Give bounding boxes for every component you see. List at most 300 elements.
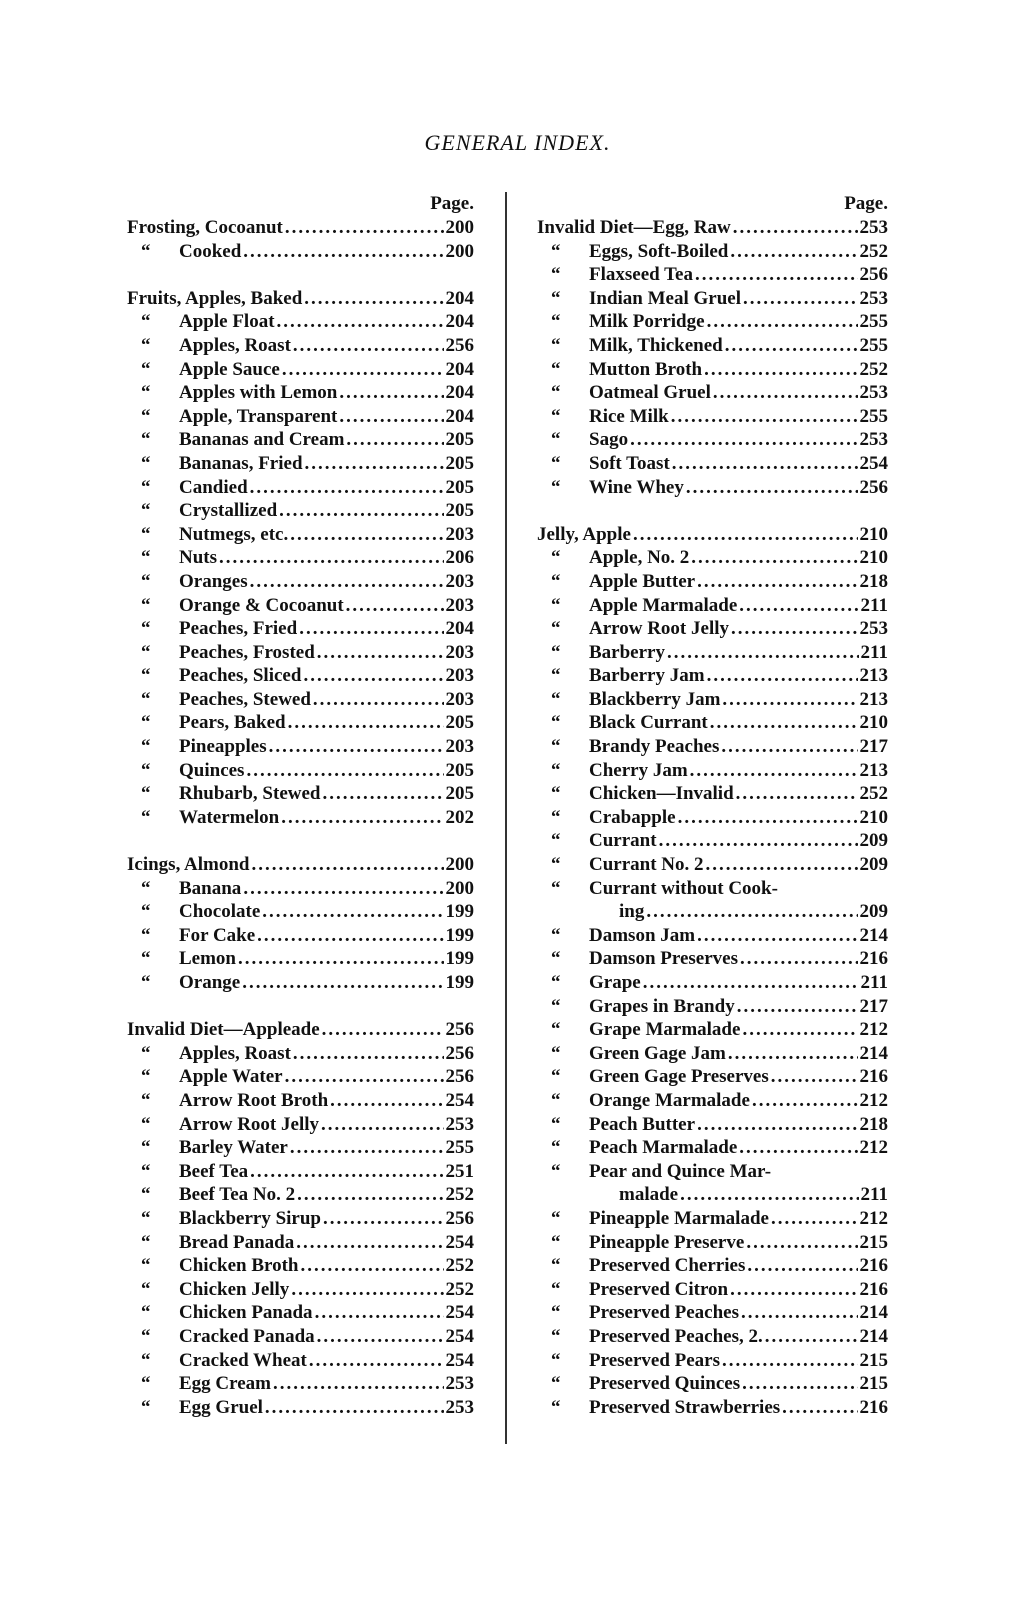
- leader-dots: [305, 452, 444, 476]
- leader-dots: [739, 1136, 857, 1160]
- entry-page-number: 252: [859, 240, 888, 262]
- entry-page-number: 212: [859, 1019, 888, 1041]
- entry-page-number: 256: [445, 1066, 474, 1088]
- ditto-mark: “: [551, 240, 561, 262]
- entry-text: Quinces: [179, 759, 245, 781]
- entry-text: Orange Marmalade: [589, 1089, 750, 1111]
- leader-dots: [737, 995, 858, 1019]
- entry-page-number: 203: [445, 736, 474, 758]
- leader-dots: [322, 782, 443, 806]
- entry-page-number: 205: [445, 476, 474, 498]
- ditto-mark: “: [141, 1042, 151, 1064]
- entry-page-number: 205: [445, 429, 474, 451]
- ditto-mark: “: [551, 1302, 561, 1324]
- ditto-mark: “: [551, 382, 561, 404]
- page-column-header: Page.: [430, 193, 474, 214]
- entry-page-number: 204: [445, 358, 474, 380]
- ditto-mark: “: [551, 1137, 561, 1159]
- index-entry: [537, 1396, 888, 1420]
- index-entry: [127, 853, 474, 877]
- ditto-mark: “: [141, 948, 151, 970]
- entry-text: Cooked: [179, 240, 242, 262]
- ditto-mark: “: [551, 1207, 561, 1229]
- leader-dots: [743, 287, 857, 311]
- ditto-mark: “: [141, 1231, 151, 1253]
- leader-dots: [730, 240, 857, 264]
- entry-page-number: 253: [445, 1373, 474, 1395]
- entry-text: Pineapple Marmalade: [589, 1207, 769, 1229]
- leader-dots: [269, 735, 444, 759]
- index-entry: [537, 711, 888, 735]
- index-entry: [537, 1349, 888, 1373]
- leader-dots: [771, 1207, 858, 1231]
- entry-page-number: 254: [445, 1231, 474, 1253]
- leader-dots: [725, 334, 858, 358]
- ditto-mark: “: [551, 1019, 561, 1041]
- ditto-mark: “: [551, 547, 561, 569]
- entry-page-number: 256: [859, 476, 888, 498]
- entry-page-number: 205: [445, 759, 474, 781]
- index-entry: [127, 1254, 474, 1278]
- index-entry: [127, 334, 474, 358]
- entry-text: Watermelon: [179, 806, 280, 828]
- entry-page-number: 210: [859, 523, 888, 545]
- entry-page-number: 253: [445, 1113, 474, 1135]
- ditto-mark: “: [551, 1278, 561, 1300]
- leader-dots: [300, 1254, 443, 1278]
- leader-dots: [740, 947, 858, 971]
- leader-dots: [317, 641, 444, 665]
- ditto-mark: “: [551, 1255, 561, 1277]
- index-group: [127, 287, 474, 830]
- leader-dots: [303, 664, 443, 688]
- index-entry: [127, 759, 474, 783]
- leader-dots: [281, 806, 443, 830]
- leader-dots: [746, 1231, 857, 1255]
- ditto-mark: “: [141, 500, 151, 522]
- ditto-mark: “: [141, 736, 151, 758]
- index-entry: [127, 452, 474, 476]
- entry-page-number: 202: [445, 806, 474, 828]
- entry-page-number: 199: [445, 924, 474, 946]
- index-entry: [537, 570, 888, 594]
- entry-text: For Cake: [179, 924, 256, 946]
- leader-dots: [285, 216, 444, 240]
- entry-text: Rhubarb, Stewed: [179, 783, 321, 805]
- index-entry: [127, 1301, 474, 1325]
- index-entry: [127, 1136, 474, 1160]
- entry-text: Peach Marmalade: [589, 1137, 738, 1159]
- entry-text: Bananas and Cream: [179, 429, 345, 451]
- ditto-mark: “: [141, 972, 151, 993]
- ditto-mark: “: [551, 1113, 561, 1135]
- entry-text: Arrow Root Jelly: [589, 618, 730, 640]
- entry-page-number: 209: [859, 901, 888, 923]
- index-entry: [537, 452, 888, 476]
- leader-dots: [672, 452, 858, 476]
- leader-dots: [697, 1113, 857, 1137]
- leader-dots: [243, 877, 443, 901]
- ditto-mark: “: [141, 1184, 151, 1206]
- entry-text: Damson Preserves: [589, 948, 738, 970]
- leader-dots: [713, 381, 858, 405]
- index-entry: [537, 782, 888, 806]
- ditto-mark: “: [141, 806, 151, 828]
- leader-dots: [297, 1183, 443, 1207]
- index-entry: [537, 594, 888, 618]
- entry-page-number: 216: [859, 1396, 888, 1418]
- entry-text: Bananas, Fried: [179, 452, 303, 474]
- leader-dots: [706, 853, 858, 877]
- leader-dots: [680, 1183, 858, 1207]
- entry-text: Lemon: [179, 948, 236, 970]
- entry-text: Beef Tea No. 2: [179, 1184, 296, 1206]
- entry-text: Apple Water: [179, 1066, 283, 1088]
- ditto-mark: “: [551, 948, 561, 970]
- entry-text: Apple, Transparent: [179, 405, 338, 427]
- entry-text: Wine Whey: [589, 476, 684, 498]
- leader-dots: [279, 499, 443, 523]
- entry-page-number: 203: [445, 665, 474, 687]
- leader-dots: [782, 1396, 857, 1420]
- entry-page-number: 217: [859, 995, 888, 1017]
- index-entry: [127, 1207, 474, 1231]
- entry-text: Preserved Strawberries: [589, 1396, 781, 1418]
- entry-text: Apples, Roast: [179, 1042, 291, 1064]
- entry-text: Peach Butter: [589, 1113, 696, 1135]
- index-entry: [127, 1325, 474, 1349]
- ditto-mark: “: [141, 570, 151, 592]
- entry-page-number: 200: [445, 217, 474, 238]
- index-entry: [537, 1254, 888, 1278]
- entry-text: Cherry Jam: [589, 759, 688, 781]
- entry-page-number: 256: [445, 334, 474, 356]
- ditto-mark: “: [551, 924, 561, 946]
- entry-page-number: 215: [859, 1231, 888, 1253]
- leader-dots: [736, 782, 858, 806]
- ditto-mark: “: [141, 1089, 151, 1111]
- entry-page-number: 256: [445, 1019, 474, 1041]
- entry-text: Rice Milk: [589, 405, 669, 427]
- ditto-mark: “: [551, 1396, 561, 1418]
- entry-text: Jelly, Apple: [537, 523, 631, 545]
- leader-dots: [346, 428, 443, 452]
- index-group: [537, 216, 888, 499]
- entry-page-number: 252: [445, 1184, 474, 1206]
- entry-page-number: 203: [445, 688, 474, 710]
- index-entry: [537, 853, 888, 877]
- column-divider: [505, 192, 507, 1444]
- index-entry: [127, 782, 474, 806]
- index-entry: [537, 900, 888, 924]
- ditto-mark: “: [551, 736, 561, 758]
- index-entry: [127, 570, 474, 594]
- index-entry: [537, 1160, 888, 1184]
- entry-text: Pineapples: [179, 736, 267, 758]
- leader-dots: [293, 1042, 444, 1066]
- entry-page-number: 211: [860, 1184, 888, 1206]
- leader-dots: [243, 240, 443, 264]
- ditto-mark: “: [141, 405, 151, 427]
- entry-text: Arrow Root Jelly: [179, 1113, 320, 1135]
- entry-text: Grapes in Brandy: [589, 995, 735, 1017]
- page-column-header: Page.: [844, 193, 888, 214]
- index-entry: [127, 711, 474, 735]
- leader-dots: [277, 310, 444, 334]
- leader-dots: [752, 1089, 858, 1113]
- leader-dots: [722, 1349, 857, 1373]
- entry-page-number: 199: [445, 948, 474, 970]
- entry-page-number: 253: [859, 287, 888, 309]
- entry-page-number: 214: [859, 1325, 888, 1347]
- leader-dots: [293, 334, 444, 358]
- ditto-mark: “: [551, 264, 561, 286]
- entry-text: Brandy Peaches: [589, 736, 720, 758]
- leader-dots: [741, 1301, 857, 1325]
- index-entry: [127, 1065, 474, 1089]
- entry-page-number: 254: [445, 1349, 474, 1371]
- entry-text: Preserved Peaches: [589, 1302, 740, 1324]
- entry-page-number: 204: [445, 311, 474, 333]
- leader-dots: [742, 1018, 857, 1042]
- index-entry: [537, 995, 888, 1019]
- leader-dots: [330, 1089, 443, 1113]
- index-entry: [537, 1301, 888, 1325]
- leader-dots: [747, 1254, 857, 1278]
- index-entry: [537, 1042, 888, 1066]
- entry-page-number: 213: [859, 688, 888, 710]
- index-entry: [537, 405, 888, 429]
- leader-dots: [257, 924, 443, 948]
- entry-page-number: 200: [445, 240, 474, 262]
- index-entry: [537, 924, 888, 948]
- entry-text: Green Gage Jam: [589, 1042, 726, 1064]
- entry-text: Pear and Quince Mar-: [589, 1160, 772, 1182]
- index-entry: [537, 1113, 888, 1137]
- leader-dots: [721, 735, 857, 759]
- index-entry: [537, 263, 888, 287]
- entry-text: Apples with Lemon: [179, 382, 338, 404]
- ditto-mark: “: [141, 1349, 151, 1371]
- leader-dots: [242, 971, 443, 995]
- ditto-mark: “: [551, 287, 561, 309]
- entry-page-number: 205: [445, 500, 474, 522]
- index-entry: [537, 1207, 888, 1231]
- leader-dots: [630, 428, 857, 452]
- index-entry: [127, 1372, 474, 1396]
- entry-text: Nuts: [179, 547, 218, 569]
- entry-page-number: 203: [445, 641, 474, 663]
- leader-dots: [290, 523, 443, 547]
- index-entry: [127, 1113, 474, 1137]
- index-entry: [127, 971, 474, 995]
- index-entry: [127, 381, 474, 405]
- entry-text: Mutton Broth: [589, 358, 703, 380]
- entry-text: Peaches, Frosted: [179, 641, 315, 663]
- ditto-mark: “: [141, 1066, 151, 1088]
- index-group: [127, 853, 474, 995]
- ditto-mark: “: [141, 877, 151, 899]
- entry-text: Egg Cream: [179, 1373, 271, 1395]
- leader-dots: [313, 688, 444, 712]
- ditto-mark: “: [141, 1113, 151, 1135]
- index-entry: [537, 523, 888, 547]
- ditto-mark: “: [551, 783, 561, 805]
- ditto-mark: “: [551, 618, 561, 640]
- index-entry: [127, 358, 474, 382]
- entry-page-number: 204: [445, 618, 474, 640]
- entry-page-number: 209: [859, 830, 888, 852]
- entry-page-number: 200: [445, 877, 474, 899]
- leader-dots: [659, 829, 858, 853]
- index-entry: [537, 641, 888, 665]
- ditto-mark: “: [141, 641, 151, 663]
- entry-page-number: 214: [859, 924, 888, 946]
- entry-text: Preserved Quinces: [589, 1373, 741, 1395]
- ditto-mark: “: [141, 1325, 151, 1347]
- ditto-mark: “: [551, 806, 561, 828]
- leader-dots: [238, 947, 444, 971]
- entry-text: Barley Water: [179, 1137, 288, 1159]
- entry-page-number: 203: [445, 523, 474, 545]
- leader-dots: [722, 688, 857, 712]
- entry-text: Apple Float: [179, 311, 275, 333]
- ditto-mark: “: [551, 1325, 561, 1347]
- entry-page-number: 253: [859, 429, 888, 451]
- ditto-mark: “: [141, 382, 151, 404]
- entry-text: ing: [619, 901, 645, 923]
- index-entry: [537, 1372, 888, 1396]
- entry-page-number: 216: [859, 948, 888, 970]
- entry-page-number: 254: [445, 1325, 474, 1347]
- leader-dots: [265, 1396, 444, 1420]
- leader-dots: [339, 381, 443, 405]
- entry-text: Fruits, Apples, Baked: [127, 287, 303, 309]
- leader-dots: [304, 287, 443, 311]
- entry-text: Invalid Diet—Appleade: [127, 1019, 320, 1041]
- entry-text: Oranges: [179, 570, 248, 592]
- entry-page-number: 252: [445, 1278, 474, 1300]
- ditto-mark: “: [141, 1255, 151, 1277]
- entry-page-number: 255: [859, 334, 888, 356]
- index-group: [127, 216, 474, 263]
- entry-page-number: 210: [859, 712, 888, 734]
- entry-text: malade: [619, 1184, 679, 1206]
- entry-text: Candied: [179, 476, 248, 498]
- leader-dots: [282, 358, 444, 382]
- index-entry: [537, 310, 888, 334]
- leader-dots: [285, 1065, 444, 1089]
- entry-page-number: 253: [859, 618, 888, 640]
- entry-text: Bread Panada: [179, 1231, 295, 1253]
- entry-text: Cracked Panada: [179, 1325, 315, 1347]
- entry-page-number: 199: [445, 901, 474, 923]
- ditto-mark: “: [551, 1089, 561, 1111]
- ditto-mark: “: [551, 1160, 561, 1182]
- index-entry: [127, 877, 474, 901]
- leader-dots: [633, 523, 858, 547]
- index-entry: [537, 546, 888, 570]
- leader-dots: [251, 853, 443, 877]
- entry-page-number: 251: [445, 1160, 474, 1182]
- entry-text: Milk, Thickened: [589, 334, 723, 356]
- entry-text: Barberry: [589, 641, 665, 663]
- index-entry: [537, 1231, 888, 1255]
- entry-text: Milk Porridge: [589, 311, 705, 333]
- entry-page-number: 255: [859, 311, 888, 333]
- entry-page-number: 255: [445, 1137, 474, 1159]
- ditto-mark: “: [141, 476, 151, 498]
- ditto-mark: “: [141, 712, 151, 734]
- ditto-mark: “: [141, 240, 151, 262]
- leader-dots: [315, 1301, 444, 1325]
- leader-dots: [299, 617, 443, 641]
- entry-page-number: 204: [445, 287, 474, 309]
- ditto-mark: “: [141, 1160, 151, 1182]
- leader-dots: [771, 1065, 858, 1089]
- index-entry: [537, 806, 888, 830]
- entry-text: Preserved Pears: [589, 1349, 721, 1371]
- entry-page-number: 218: [859, 1113, 888, 1135]
- entry-page-number: 205: [445, 712, 474, 734]
- index-entry: [537, 428, 888, 452]
- entry-page-number: 213: [859, 759, 888, 781]
- entry-text: Damson Jam: [589, 924, 696, 946]
- index-entry: [127, 240, 474, 264]
- entry-page-number: 253: [859, 217, 888, 238]
- entry-page-number: 254: [445, 1089, 474, 1111]
- leader-dots: [733, 216, 858, 240]
- leader-dots: [296, 1231, 443, 1255]
- entry-page-number: 215: [859, 1349, 888, 1371]
- entry-page-number: 253: [859, 382, 888, 404]
- entry-text: Chicken Panada: [179, 1302, 313, 1324]
- leader-dots: [291, 1278, 443, 1302]
- leader-dots: [690, 759, 858, 783]
- entry-text: Peaches, Sliced: [179, 665, 302, 687]
- index-entry: [537, 1325, 888, 1349]
- entry-page-number: 256: [859, 264, 888, 286]
- ditto-mark: “: [551, 1042, 561, 1064]
- leader-dots: [250, 570, 444, 594]
- ditto-mark: “: [141, 901, 151, 923]
- entry-text: Currant without Cook-: [589, 877, 778, 899]
- leader-dots: [728, 1042, 858, 1066]
- entry-text: Egg Gruel: [179, 1396, 263, 1418]
- entry-text: Crystallized: [179, 500, 278, 522]
- entry-text: Chocolate: [179, 901, 261, 923]
- entry-text: Nutmegs, etc.: [179, 523, 289, 545]
- entry-text: Currant No. 2: [589, 854, 704, 876]
- entry-text: Soft Toast: [589, 452, 670, 474]
- index-entry: [537, 617, 888, 641]
- index-entry: [127, 594, 474, 618]
- entry-page-number: 203: [445, 570, 474, 592]
- index-entry: [537, 334, 888, 358]
- entry-page-number: 205: [445, 783, 474, 805]
- entry-page-number: 254: [445, 1302, 474, 1324]
- entry-page-number: 203: [445, 594, 474, 616]
- entry-text: Crabapple: [589, 806, 676, 828]
- leader-dots: [321, 1113, 443, 1137]
- index-group: [127, 1018, 474, 1419]
- entry-text: Apple Sauce: [179, 358, 280, 380]
- leader-dots: [273, 1372, 444, 1396]
- index-entry: [127, 1278, 474, 1302]
- page-title: GENERAL INDEX.: [424, 130, 611, 155]
- ditto-mark: “: [551, 1373, 561, 1395]
- leader-dots: [323, 1207, 444, 1231]
